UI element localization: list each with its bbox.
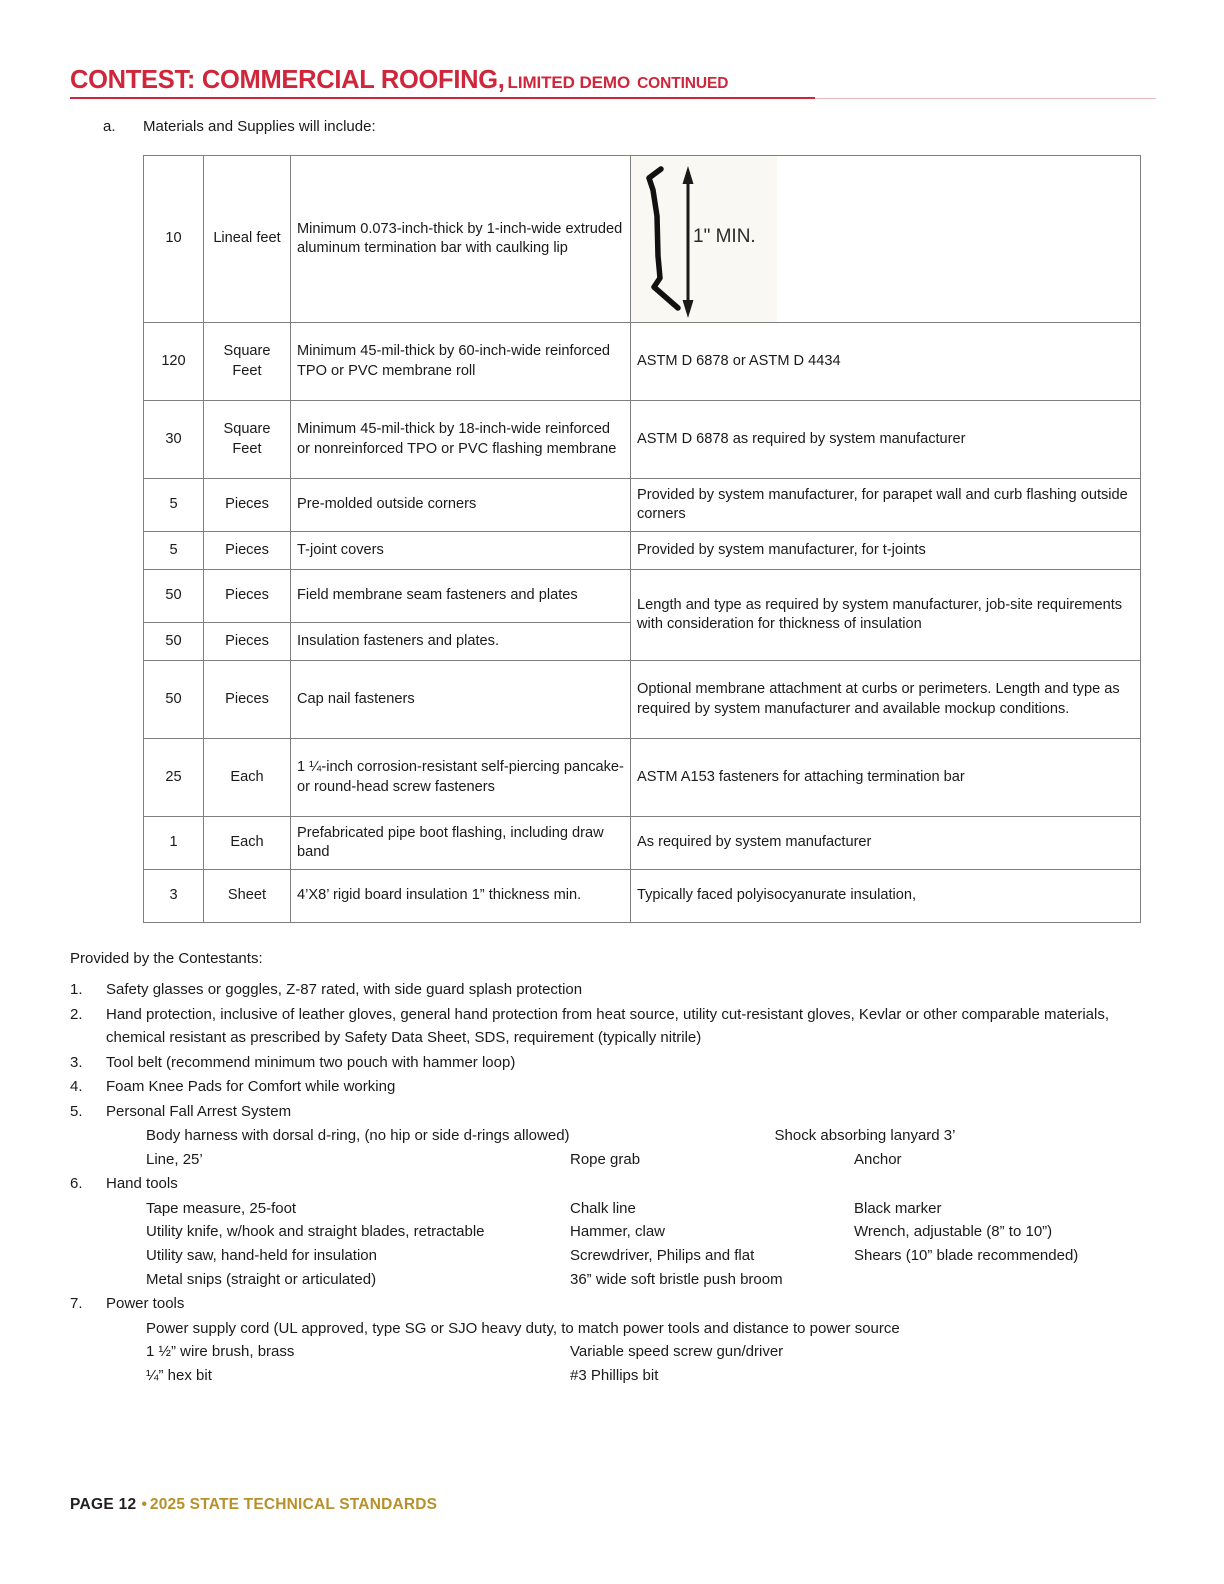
row-note: ASTM D 6878 or ASTM D 4434	[631, 323, 1141, 401]
header-rule-extension	[815, 98, 1156, 99]
header-title-subtitle: LIMITED DEMO	[507, 73, 631, 92]
list-item	[70, 1100, 1160, 1172]
row-quantity: 25	[144, 739, 204, 817]
footer-standards-title: 2025 STATE TECHNICAL STANDARDS	[149, 1496, 438, 1513]
sub-item-row	[146, 1340, 1160, 1364]
sub-item-row	[146, 1244, 1160, 1268]
footer-page-number: PAGE 12	[70, 1496, 137, 1513]
row-description: 1 ¼-inch corrosion-resistant self-piercing pancake- or round-head screw fasteners	[291, 739, 631, 817]
row-unit: Pieces	[204, 532, 291, 570]
list-item-text: Tool belt (recommend minimum two pouch with hammer loop)	[106, 1053, 516, 1071]
lead-in-text: Materials and Supplies will include:	[143, 118, 376, 135]
row-unit: Pieces	[204, 479, 291, 532]
sub-item-col2: Screwdriver, Philips and flat	[570, 1247, 755, 1265]
list-item	[70, 1075, 1160, 1099]
row-note: Provided by system manufacturer, for parapet wall and curb flashing outside corners	[631, 479, 1141, 532]
table-row	[144, 661, 1141, 739]
sub-item-row	[146, 1268, 1160, 1292]
header-title-line	[70, 68, 1156, 94]
table-row	[144, 570, 1141, 623]
sub-item-col3: Shears (10” blade recommended)	[854, 1247, 1079, 1265]
list-item	[70, 1051, 1160, 1075]
row-description: T-joint covers	[291, 532, 631, 570]
row-description: 4’X8’ rigid board insulation 1” thickness min.	[291, 870, 631, 923]
footer-separator: •	[141, 1496, 147, 1513]
row-quantity: 5	[144, 532, 204, 570]
sub-item-col3: Anchor	[854, 1150, 902, 1168]
row-quantity: 10	[144, 156, 204, 323]
row-unit: Square Feet	[204, 401, 291, 479]
row-unit: Lineal feet	[204, 156, 291, 323]
list-item-number: 6.	[70, 1175, 83, 1193]
row-quantity: 1	[144, 817, 204, 870]
row-note-diagram	[631, 156, 1141, 323]
row-note: Typically faced polyisocyanurate insulation,	[631, 870, 1141, 923]
sub-item-col3	[854, 1268, 1160, 1292]
list-item-number: 5.	[70, 1102, 83, 1120]
header-rule-primary	[70, 97, 815, 99]
list-item-text: Personal Fall Arrest System	[106, 1102, 292, 1120]
list-item-text: Hand tools	[106, 1175, 178, 1193]
sub-item-row	[146, 1220, 1160, 1244]
row-quantity: 50	[144, 570, 204, 623]
row-quantity: 120	[144, 323, 204, 401]
row-description: Cap nail fasteners	[291, 661, 631, 739]
contestant-supplied-list	[70, 978, 1160, 1388]
sub-item-col1: Utility saw, hand-held for insulation	[146, 1247, 377, 1265]
row-unit: Square Feet	[204, 323, 291, 401]
row-quantity: 30	[144, 401, 204, 479]
row-description: Prefabricated pipe boot flashing, including draw band	[291, 817, 631, 870]
sub-item-col3	[854, 1364, 1160, 1388]
sub-item-row	[146, 1124, 1160, 1148]
sub-item-col3	[854, 1340, 1160, 1364]
list-item-text: Hand protection, inclusive of leather gloves, general hand protection from heat source, utility cut-resistant gloves, Kevlar or other comparable materials, chemical resistant as prescribed by Safety Data Sheet, SDS, requirement (typically nitrile)	[106, 1005, 1110, 1047]
table-row	[144, 323, 1141, 401]
list-item-number: 4.	[70, 1078, 83, 1096]
dimension-label: 1" MIN.	[693, 226, 756, 247]
sub-item-col3: Wrench, adjustable (8” to 10”)	[854, 1223, 1053, 1241]
header-title-continued: CONTINUED	[637, 75, 729, 92]
list-item-text: Safety glasses or goggles, Z-87 rated, with side guard splash protection	[106, 981, 583, 998]
row-unit: Pieces	[204, 570, 291, 623]
row-unit: Pieces	[204, 661, 291, 739]
list-item	[70, 1003, 1160, 1050]
power-tools-sub-items	[106, 1317, 1160, 1388]
table-row	[144, 739, 1141, 817]
row-note: Optional membrane attachment at curbs or perimeters. Length and type as required by system manufacturer and available mockup conditions.	[631, 661, 1141, 739]
table-row	[144, 479, 1141, 532]
table-row	[144, 401, 1141, 479]
row-note: Provided by system manufacturer, for t-joints	[631, 532, 1141, 570]
row-description: Minimum 0.073-inch-thick by 1-inch-wide extruded aluminum termination bar with caulking lip	[291, 156, 631, 323]
sub-item-col1: Body harness with dorsal d-ring, (no hip or side d-rings allowed)	[146, 1127, 570, 1145]
sub-item-col2: Hammer, claw	[570, 1223, 666, 1241]
list-item-number: 2.	[70, 1005, 83, 1023]
sub-item-col1: 1 ½” wire brush, brass	[146, 1343, 295, 1361]
table-row	[144, 532, 1141, 570]
termination-bar-profile-diagram	[631, 156, 777, 322]
lead-in-marker: a.	[103, 118, 116, 135]
table-row	[144, 870, 1141, 923]
row-note: ASTM A153 fasteners for attaching termination bar	[631, 739, 1141, 817]
fall-arrest-sub-items	[106, 1124, 1160, 1171]
sub-item-col2: Variable speed screw gun/driver	[570, 1343, 784, 1361]
sub-item-col1: Metal snips (straight or articulated)	[146, 1270, 377, 1288]
sub-item-col2: 36” wide soft bristle push broom	[570, 1270, 783, 1288]
page-footer	[70, 1496, 437, 1514]
table-row	[144, 156, 1141, 323]
row-unit: Pieces	[204, 623, 291, 661]
row-description: Field membrane seam fasteners and plates	[291, 570, 631, 623]
sub-item-col1: Tape measure, 25-foot	[146, 1199, 297, 1217]
materials-and-supplies-table	[143, 155, 1141, 923]
list-item	[70, 978, 1160, 1002]
row-unit: Each	[204, 739, 291, 817]
provided-by-contestants-heading: Provided by the Contestants:	[70, 950, 263, 967]
hand-tools-sub-items	[106, 1197, 1160, 1291]
sub-item-row	[146, 1364, 1160, 1388]
header-title-main: CONTEST: COMMERCIAL ROOFING,	[70, 66, 505, 94]
row-description: Minimum 45-mil-thick by 60-inch-wide reinforced TPO or PVC membrane roll	[291, 323, 631, 401]
materials-lead-in	[103, 118, 803, 135]
sub-item-row	[146, 1197, 1160, 1221]
row-quantity: 3	[144, 870, 204, 923]
sub-item-col1: Line, 25’	[146, 1150, 203, 1168]
list-item-number: 1.	[70, 981, 83, 998]
row-description: Pre-molded outside corners	[291, 479, 631, 532]
row-quantity: 50	[144, 623, 204, 661]
sub-item-col3: Black marker	[854, 1199, 942, 1217]
sub-item-row	[146, 1317, 1160, 1341]
row-description: Minimum 45-mil-thick by 18-inch-wide reinforced or nonreinforced TPO or PVC flashing membrane	[291, 401, 631, 479]
row-note-merged: Length and type as required by system manufacturer, job-site requirements with consideration for thickness of insulation	[631, 570, 1141, 661]
sub-item-col2: #3 Phillips bit	[570, 1366, 659, 1384]
row-note: ASTM D 6878 as required by system manufacturer	[631, 401, 1141, 479]
row-unit: Sheet	[204, 870, 291, 923]
sub-item-col1: Utility knife, w/hook and straight blades, retractable	[146, 1223, 485, 1241]
list-item	[70, 1292, 1160, 1387]
sub-item-full-width: Power supply cord (UL approved, type SG or SJO heavy duty, to match power tools and distance to power source	[146, 1319, 900, 1337]
sub-item-col2: Chalk line	[570, 1199, 636, 1217]
list-item	[70, 1172, 1160, 1291]
row-unit: Each	[204, 817, 291, 870]
list-item-number: 7.	[70, 1295, 83, 1313]
row-note: As required by system manufacturer	[631, 817, 1141, 870]
table-row	[144, 817, 1141, 870]
list-item-text: Foam Knee Pads for Comfort while working	[106, 1078, 396, 1096]
row-quantity: 50	[144, 661, 204, 739]
list-item-number: 3.	[70, 1053, 83, 1071]
row-quantity: 5	[144, 479, 204, 532]
sub-item-col1: ¼” hex bit	[146, 1366, 212, 1384]
sub-item-row	[146, 1148, 1160, 1172]
row-description: Insulation fasteners and plates.	[291, 623, 631, 661]
sub-item-col3: Shock absorbing lanyard 3’	[774, 1127, 956, 1145]
list-item-text: Power tools	[106, 1295, 185, 1313]
sub-item-col2: Rope grab	[570, 1150, 641, 1168]
